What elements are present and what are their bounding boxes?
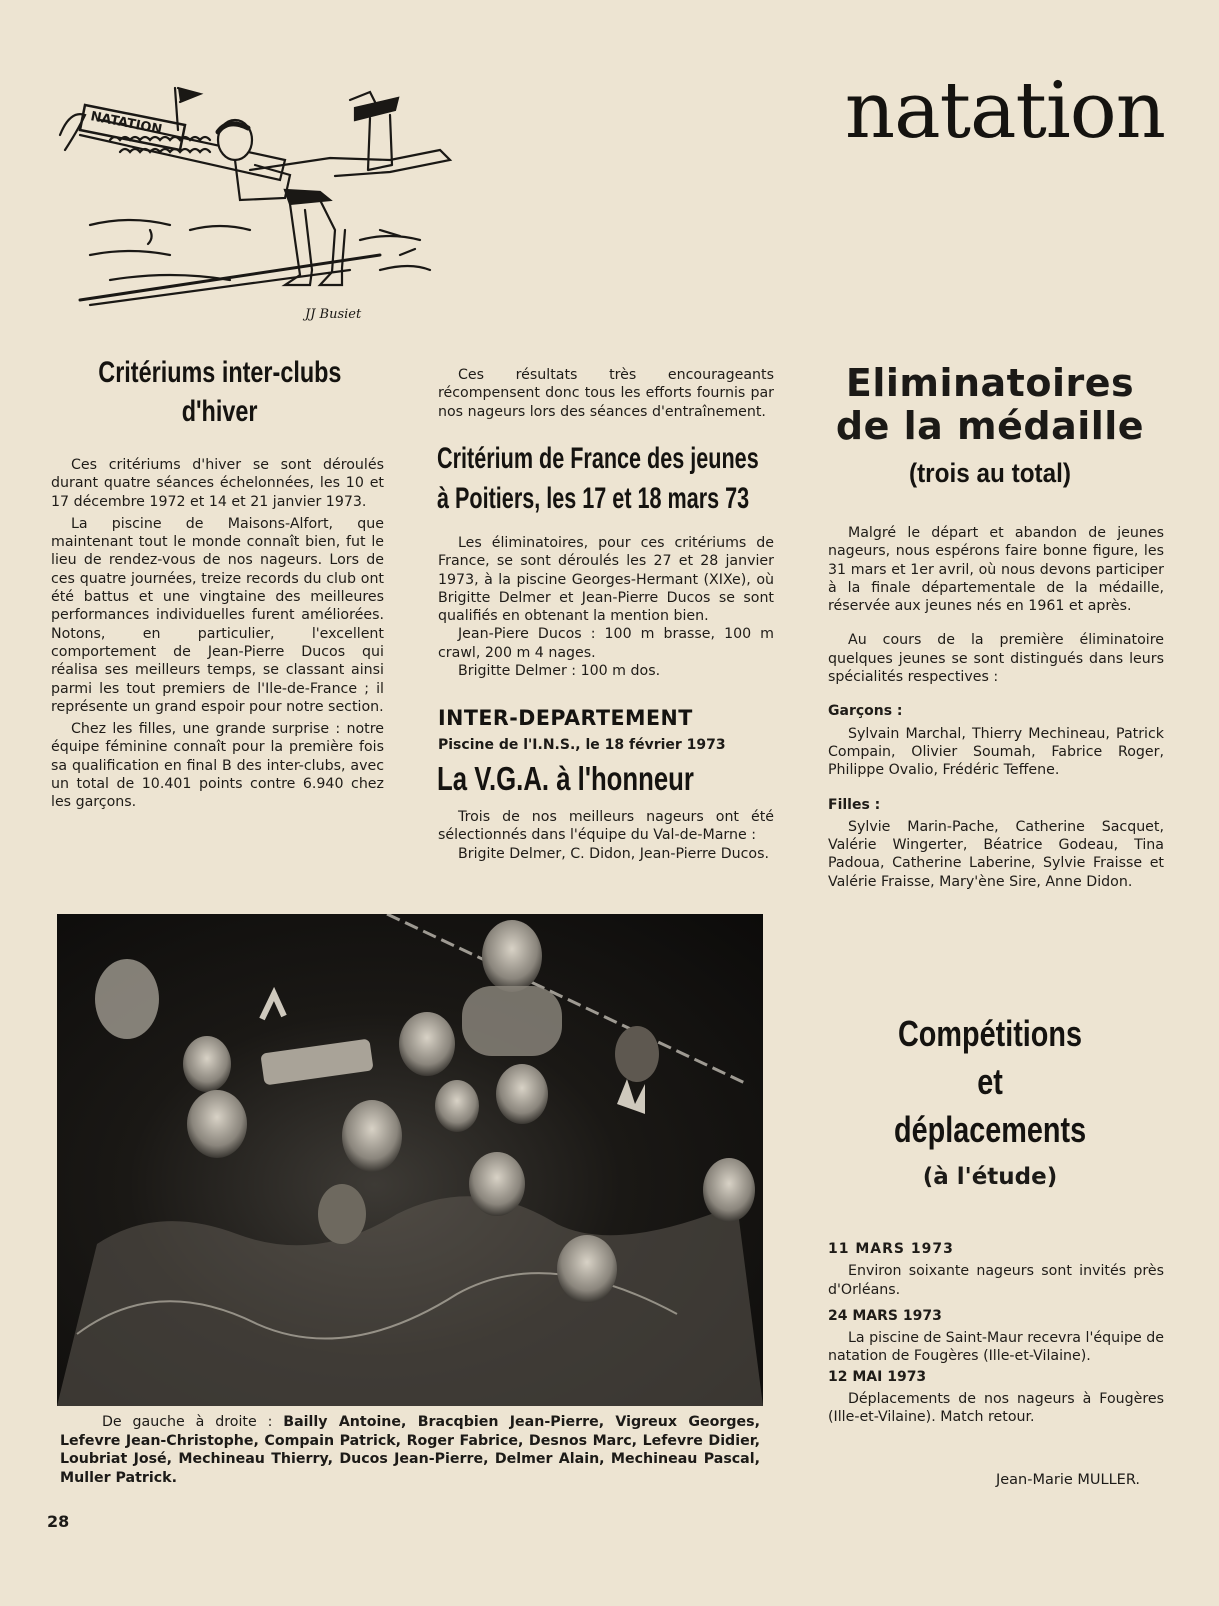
event-date: 11 MARS 1973: [828, 1241, 954, 1257]
col1-paragraph: La piscine de Maisons-Alfort, que maintenant tout le monde connaît bien, fut le lieu de rendez-vous de nos nageurs. Lors de ces quatre journées, treize records du club ont été battus et une vingtaine des meilleures performances individuelles furent améliorées. Notons, en particulier, l'excellent comportement de Jean-Pierre Ducos qui réalisa ses meilleurs temps, se classant ainsi parmi les tout premiers de l'Ile-de-France ; il représente un grand espoir pour notre section.: [51, 515, 384, 715]
girls-label: Filles :: [828, 796, 881, 813]
col1-title: [60, 356, 380, 429]
caption-intro: De gauche à droite :: [102, 1414, 273, 1430]
event-date: 24 MARS 1973: [828, 1307, 942, 1324]
col2-intro-text: Ces résultats très encourageants récompensent donc tous les efforts fournis par nos nageurs lors des séances d'entraînement.: [438, 367, 774, 420]
competitions-title: [820, 1010, 1160, 1190]
col2-body2: [438, 808, 774, 867]
col1-paragraph: Chez les filles, une grande surprise : notre équipe féminine connaît pour la première fois sa qualification en final B des inter-clubs, avec un total de 10.401 points contre 6.940 chez les garçons.: [51, 721, 384, 811]
section-title: natation: [844, 66, 1165, 156]
boys-label: Garçons :: [828, 703, 903, 720]
events-list: [828, 1240, 1164, 1431]
comp-line3: déplacements: [893, 1109, 1087, 1150]
col1-paragraph: Ces critériums d'hiver se sont déroulés durant quatre séances échelonnées, les 10 et 17 décembre 1972 et 14 et 21 janvier 1973.: [51, 457, 384, 510]
col2-title2-line2: à Poitiers, les 17 et 18 mars 73: [437, 482, 750, 515]
col2-para3: Trois de nos meilleurs nageurs ont été sélectionnés dans l'équipe du Val-de-Marne :: [438, 809, 774, 844]
swimmers-photo: [57, 914, 763, 1406]
girls-list: Sylvie Marin-Pache, Catherine Sacquet, Valérie Wingerter, Béatrice Godeau, Tina Padoua, Catherine Laberine, Sylvie Fraisse et Valérie Fraisse, Mary'ène Sire, Anne Didon.: [828, 818, 1164, 890]
col2-names: Brigite Delmer, C. Didon, Jean-Pierre Ducos.: [458, 845, 770, 862]
col2-para2: Les éliminatoires, pour ces critériums de France, se sont déroulés les 27 et 28 janvier 1973, à la piscine Georges-Hermant (XIXe), où Brigitte Delmer et Jean-Pierre Ducos se sont qualifiés en obtenant la mention bien.: [438, 535, 774, 625]
col1-body: [51, 456, 384, 816]
col3-body: [828, 524, 1164, 895]
col3-para2: Au cours de la première éliminatoire quelques jeunes se sont distingués dans leurs spécialités respectives :: [828, 632, 1164, 686]
swimmer-cartoon-illustration: [50, 80, 470, 325]
col3-title-line1: Eliminatoires: [845, 361, 1135, 405]
col3-para1: Malgré le départ et abandon de jeunes nageurs, nous espérons faire bonne figure, les 31 mars et 1er avril, où nous devons participer à la finale départementale de la médaille, réservée aux jeunes nés en 1961 et après.: [828, 525, 1164, 615]
event-text: Déplacements de nos nageurs à Fougères (Ille-et-Vilaine). Match retour.: [828, 1391, 1164, 1426]
col2-result2: Brigitte Delmer : 100 m dos.: [458, 663, 661, 680]
comp-subtitle: (à l'étude): [922, 1164, 1058, 1190]
col1-title-line2: d'hiver: [182, 395, 258, 428]
col2-title2-line1: Critérium de France des jeunes: [437, 442, 759, 475]
boys-list: Sylvain Marchal, Thierry Mechineau, Patrick Compain, Olivier Soumah, Fabrice Roger, Philippe Ovalio, Frédéric Teffene.: [828, 725, 1164, 779]
col3-title: [820, 362, 1160, 489]
col1-title-line1: Critériums inter-clubs: [98, 356, 342, 389]
comp-line1: Compétitions: [898, 1013, 1082, 1054]
photo-render: [57, 914, 763, 1406]
col2-intro: [438, 366, 774, 425]
col3-subtitle: (trois au total): [909, 458, 1071, 488]
cartoon-drawing: [50, 80, 470, 325]
comp-line2: et: [977, 1061, 1003, 1102]
author-signature: Jean-Marie MULLER.: [995, 1472, 1140, 1488]
page-number: 28: [47, 1512, 70, 1531]
illustration-signature: JJ Busiet: [305, 307, 362, 322]
col2-body: [438, 534, 774, 684]
inter-departement-subtitle: Piscine de l'I.N.S., le 18 février 1973: [438, 737, 726, 753]
event-text: La piscine de Saint-Maur recevra l'équipe de natation de Fougères (Ille-et-Vilaine).: [828, 1330, 1164, 1365]
col3-title-line2: de la médaille: [835, 404, 1145, 448]
caption-names: Bailly Antoine, Bracqbien Jean-Pierre, Vigreux Georges, Lefevre Jean-Christophe, Compain Patrick, Roger Fabrice, Desnos Marc, Lefevre Didier, Loubriat José, Mechineau Thierry, Ducos Jean-Pierre, Delmer Alain, Mechineau Pascal, Muller Patrick.: [60, 1414, 761, 1486]
vga-title: La V.G.A. à l'honneur: [437, 760, 694, 797]
inter-departement-title: INTER-DEPARTEMENT: [438, 706, 693, 730]
event-date: 12 MAI 1973: [828, 1368, 927, 1385]
photo-caption: [60, 1413, 760, 1487]
banner-text: NATATION: [89, 109, 164, 138]
col2-result1: Jean-Piere Ducos : 100 m brasse, 100 m crawl, 200 m 4 nages.: [438, 626, 774, 661]
event-text: Environ soixante nageurs sont invités près d'Orléans.: [828, 1263, 1164, 1298]
col2-title2: [437, 442, 777, 516]
